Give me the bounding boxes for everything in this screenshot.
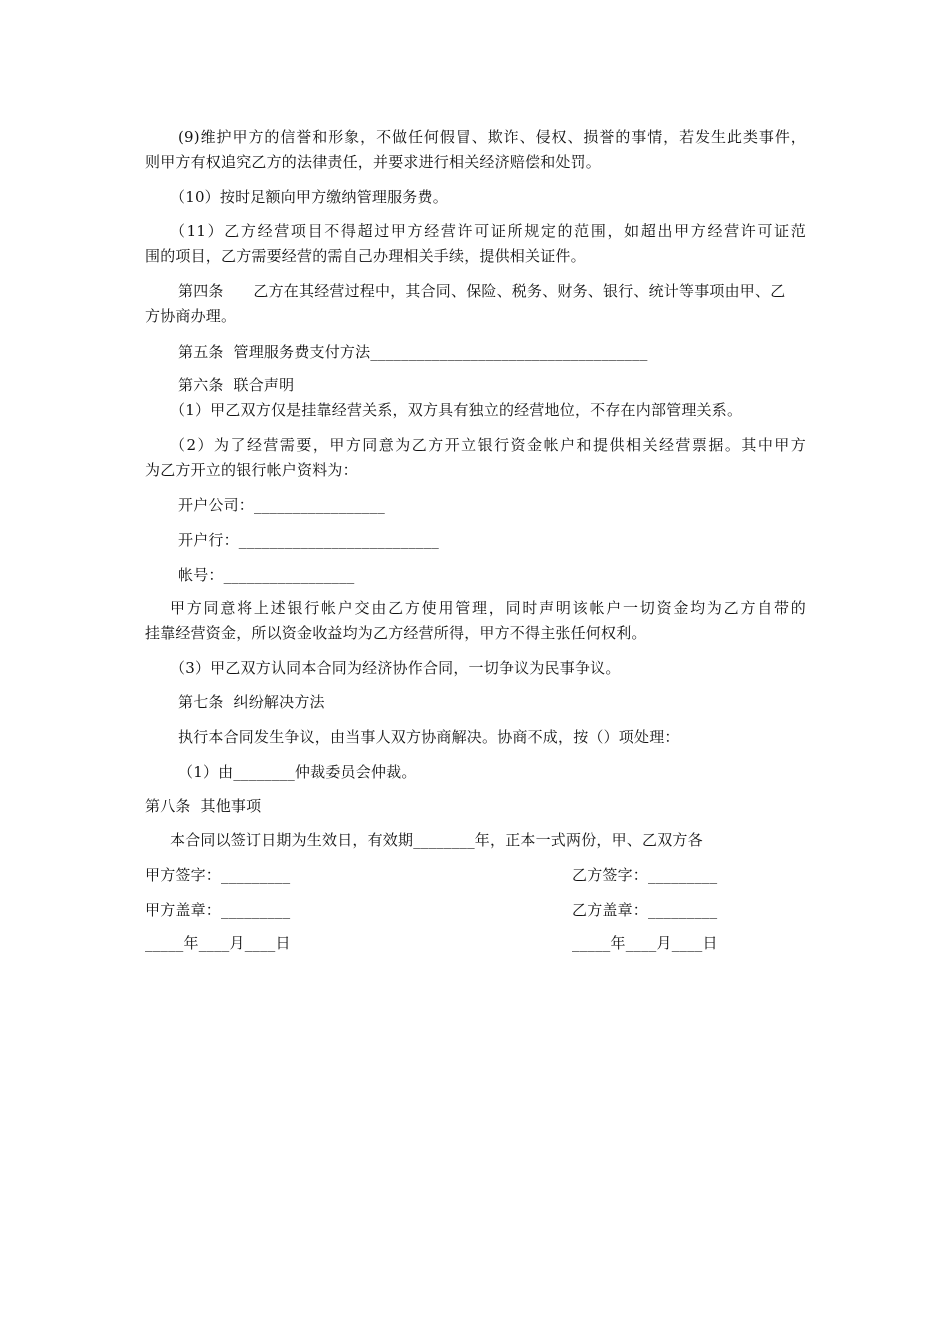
clause7-item1: （1）由________仲裁委员会仲裁。 bbox=[178, 763, 417, 781]
account-company-field: 开户公司：_________________ bbox=[178, 496, 385, 514]
clause3-item11-line2: 围的项目，乙方需要经营的需自己办理相关手续，提供相关证件。 bbox=[145, 247, 586, 265]
account-bank-field: 开户行：__________________________ bbox=[178, 531, 440, 549]
clause7-title: 第七条 纠纷解决方法 bbox=[178, 693, 325, 711]
clause3-item9-line2: 则甲方有权追究乙方的法律责任，并要求进行相关经济赔偿和处罚。 bbox=[145, 153, 602, 171]
clause6-title: 第六条 联合声明 bbox=[178, 376, 295, 394]
clause6-item3: （3）甲乙双方认同本合同为经济协作合同，一切争议为民事争议。 bbox=[170, 659, 621, 677]
party-a-seal: 甲方盖章：_________ bbox=[145, 901, 291, 919]
clause6-item2-line1: （2）为了经营需要，甲方同意为乙方开立银行资金帐户和提供相关经营票据。其中甲方 bbox=[170, 436, 806, 454]
clause6-item2-line2: 为乙方开立的银行帐户资料为： bbox=[145, 461, 358, 479]
clause3-item10: （10）按时足额向甲方缴纳管理服务费。 bbox=[170, 188, 448, 206]
clause4-line2: 方协商办理。 bbox=[145, 307, 237, 325]
clause3-item11-line1: （11）乙方经营项目不得超过甲方经营许可证所规定的范围，如超出甲方经营许可证范 bbox=[170, 222, 806, 240]
party-a-date: _____年____月____日 bbox=[145, 934, 291, 952]
party-b-signature: 乙方签字：_________ bbox=[572, 866, 718, 884]
party-b-seal: 乙方盖章：_________ bbox=[572, 901, 718, 919]
account-number-field: 帐号：_________________ bbox=[178, 566, 355, 584]
clause6-statement-line1: 甲方同意将上述银行帐户交由乙方使用管理，同时声明该帐户一切资金均为乙方自带的 bbox=[170, 599, 806, 617]
clause6-statement-line2: 挂靠经营资金，所以资金收益均为乙方经营所得，甲方不得主张任何权利。 bbox=[145, 624, 647, 642]
party-a-signature: 甲方签字：_________ bbox=[145, 866, 291, 884]
party-b-date: _____年____月____日 bbox=[572, 934, 718, 952]
clause6-item1: （1）甲乙双方仅是挂靠经营关系，双方具有独立的经营地位，不存在内部管理关系。 bbox=[170, 401, 743, 419]
clause3-item9-line1: (9)维护甲方的信誉和形象，不做任何假冒、欺诈、侵权、损誉的事情，若发生此类事件， bbox=[178, 128, 806, 146]
clause7-text: 执行本合同发生争议，由当事人双方协商解决。协商不成，按（）项处理： bbox=[178, 728, 680, 746]
clause5: 第五条 管理服务费支付方法____________________________________ bbox=[178, 343, 648, 361]
clause4-line1: 第四条 乙方在其经营过程中，其合同、保险、税务、财务、银行、统计等事项由甲、乙 bbox=[178, 282, 786, 300]
clause8-title: 第八条 其他事项 bbox=[145, 797, 262, 815]
clause8-text: 本合同以签订日期为生效日，有效期________年，正本一式两份，甲、乙双方各 bbox=[170, 831, 703, 849]
